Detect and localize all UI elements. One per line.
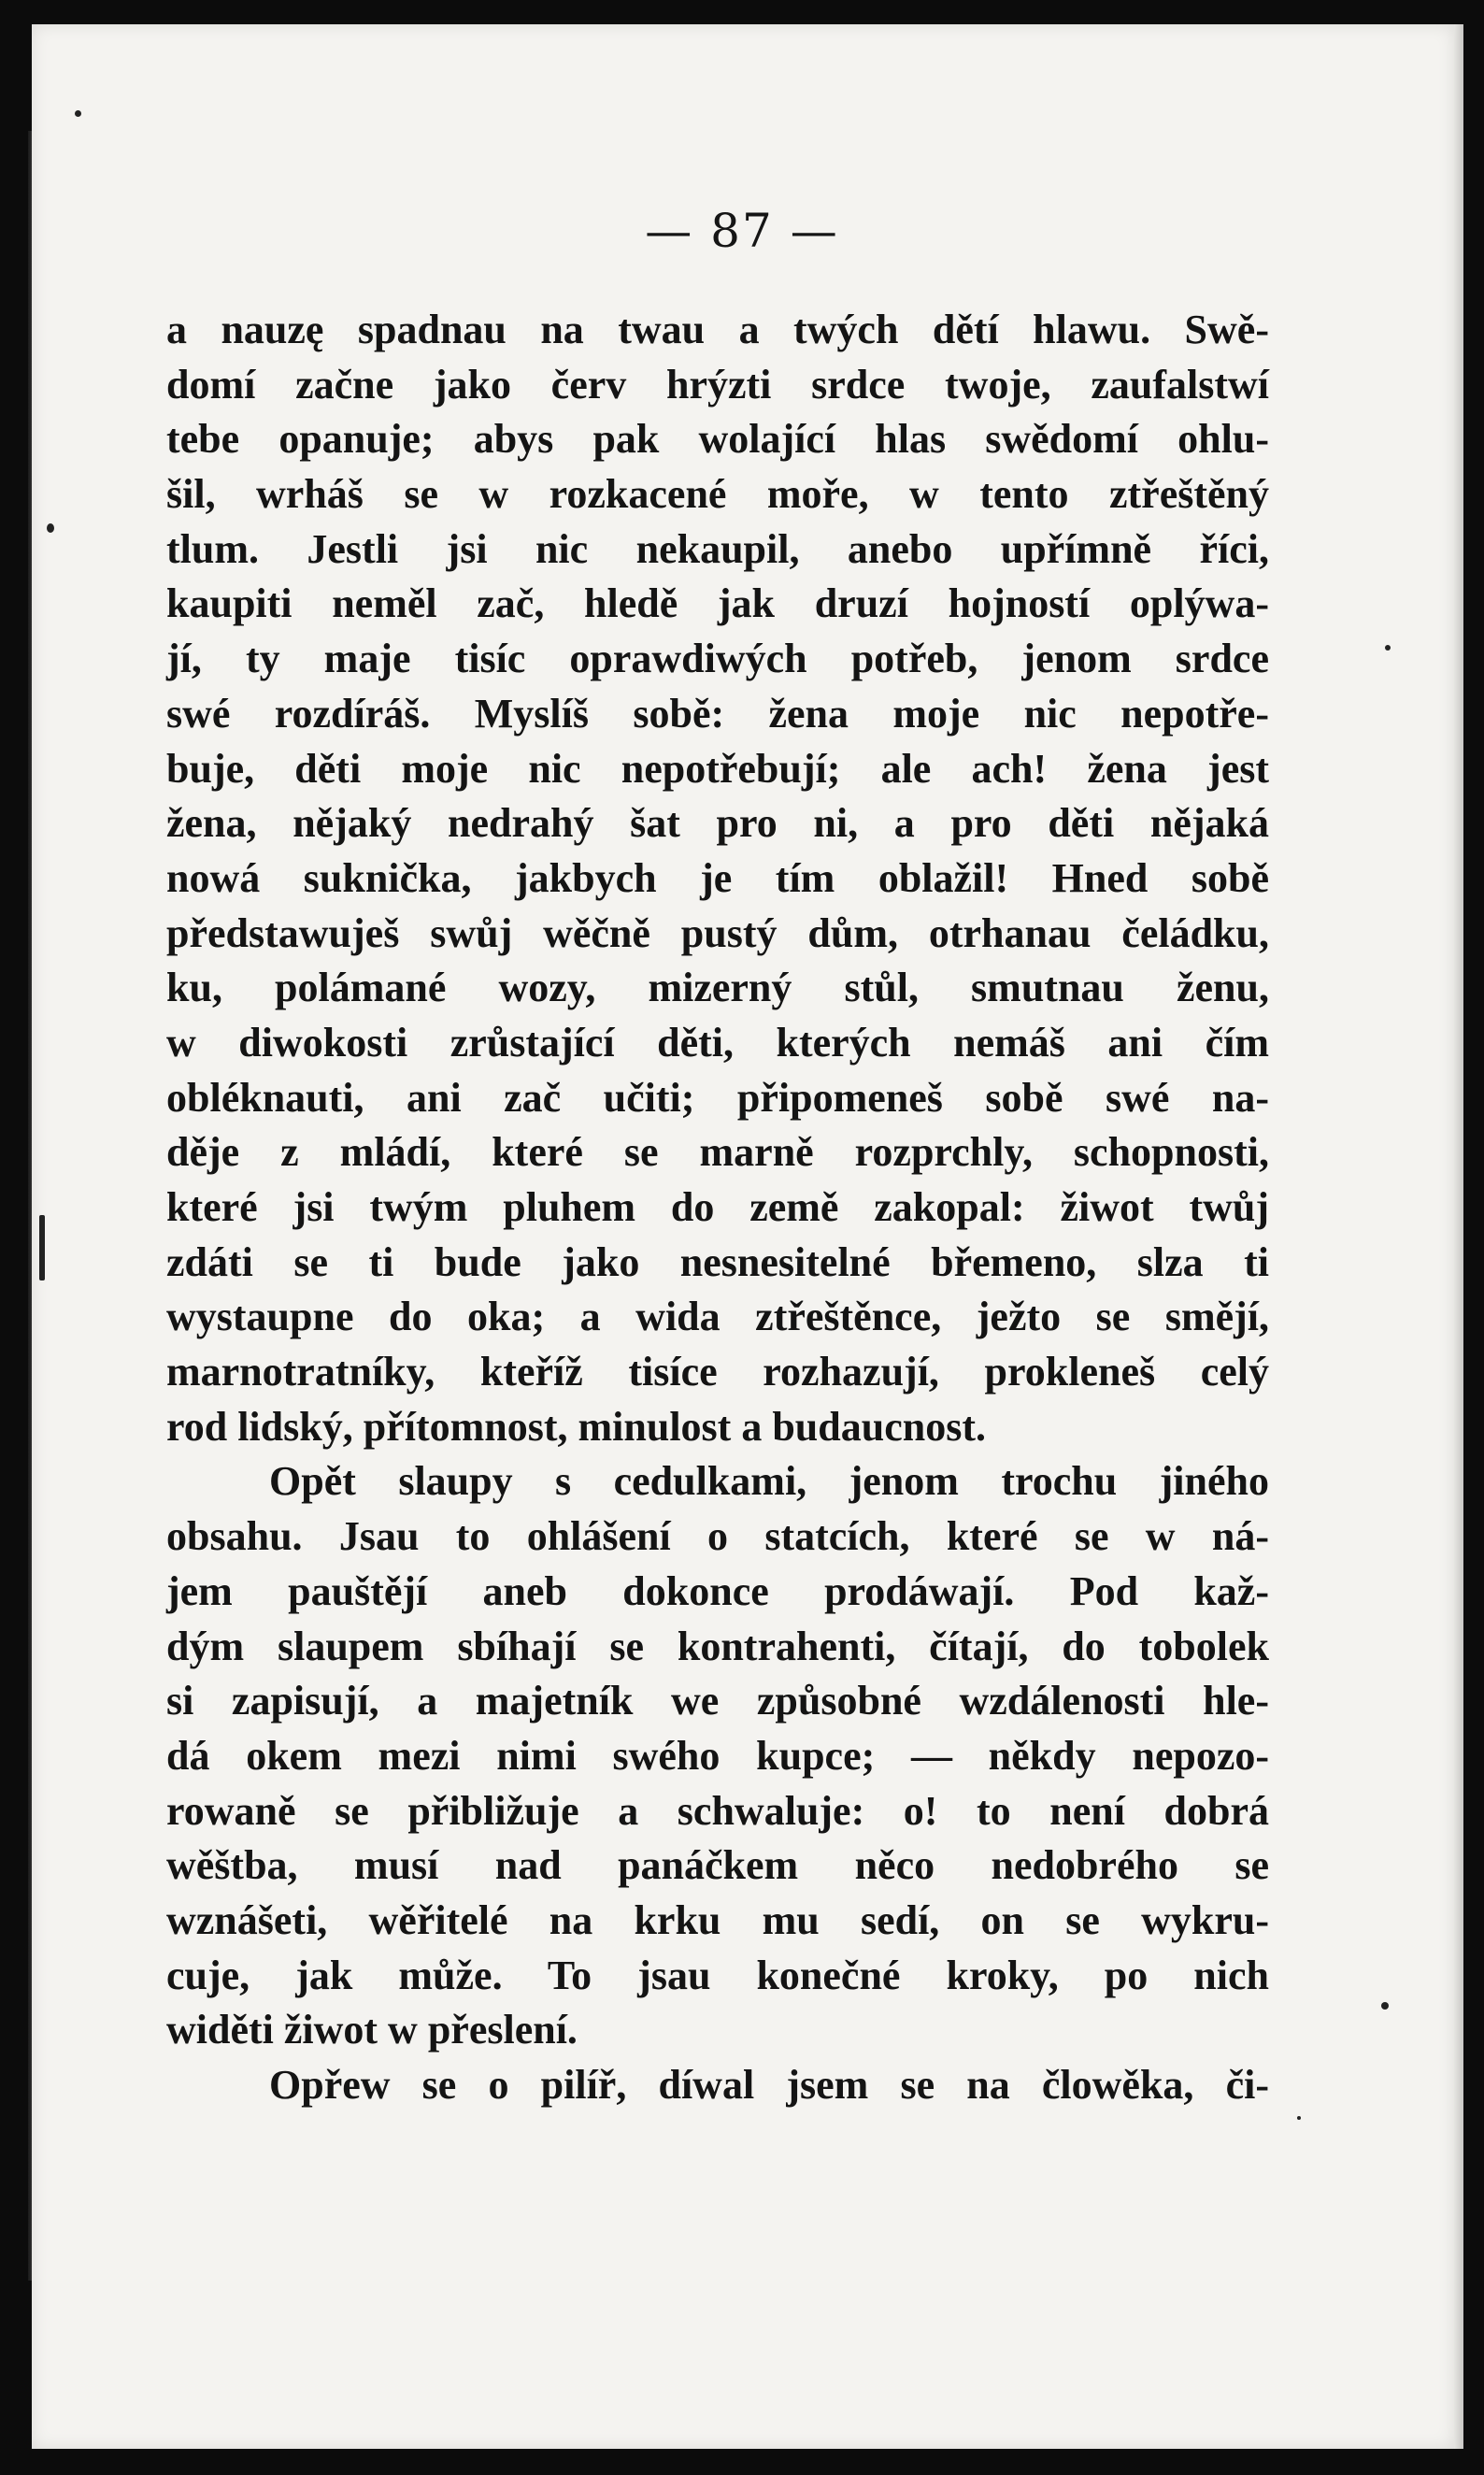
text-line: obléknauti, ani zač učiti; připomeneš sobě swé na- bbox=[166, 1074, 1269, 1121]
text-line: ku, polámané wozy, mizerný stůl, smutnau ženu, bbox=[166, 965, 1269, 1011]
text-line: dým slaupem sbíhají se kontrahenti, čítají, do tobolek bbox=[166, 1623, 1269, 1669]
text-line: swé rozdíráš. Myslíš sobě: žena moje nic nepotře- bbox=[166, 690, 1269, 737]
paragraph-start-line: Opět slaupy s cedulkami, jenom trochu jiného bbox=[269, 1458, 1269, 1505]
text-line: wystaupne do oka; a wida ztřeštěnce, ježto se smějí, bbox=[166, 1294, 1269, 1340]
page-number: — 87 — bbox=[645, 204, 839, 258]
text-line: buje, děti moje nic nepotřebují; ale ach! žena jest bbox=[166, 745, 1269, 792]
text-line: obsahu. Jsau to ohlášení o statcích, které se w ná- bbox=[166, 1513, 1269, 1560]
text-line: předstawuješ swůj wěčně pustý dům, otrhanau čeládku, bbox=[166, 909, 1269, 956]
text-line: marnotratníky, kteříž tisíce rozhazují, prokleneš celý bbox=[166, 1349, 1269, 1395]
text-line: šil, wrháš se w rozkacené moře, w tento ztřeštěný bbox=[166, 471, 1269, 518]
text-line: tlum. Jestli jsi nic nekaupil, anebo upřímně říci, bbox=[166, 525, 1269, 572]
text-line: kaupiti neměl zač, hledě jak druzí hojností oplýwa- bbox=[166, 580, 1269, 627]
scan-speck bbox=[1297, 2116, 1301, 2120]
scan-speck bbox=[47, 523, 54, 533]
scan-speck bbox=[75, 110, 81, 117]
body-text bbox=[166, 303, 1269, 2113]
text-line: žena, nějaký nedrahý šat pro ni, a pro děti nějaká bbox=[166, 800, 1269, 847]
page-edge bbox=[1454, 24, 1463, 2449]
text-line: domí začne jako červ hrýzti srdce twoje, zaufalstwí bbox=[166, 361, 1269, 408]
text-line: jí, ty maje tisíc oprawdiwých potřeb, jenom srdce bbox=[166, 636, 1269, 682]
text-line: nowá suknička, jakbych je tím oblažil! Hned sobě bbox=[166, 854, 1269, 901]
text-line: děje z mládí, které se marně rozprchly, schopnosti, bbox=[166, 1129, 1269, 1176]
text-line: wěštba, musí nad panáčkem něco nedobrého se bbox=[166, 1842, 1269, 1889]
paragraph-end-line: widěti žiwot w přeslení. bbox=[166, 2007, 578, 2053]
text-line: wznášeti, wěřitelé na krku mu sedí, on se wykru- bbox=[166, 1896, 1269, 1943]
paragraph-end-line: rod lidský, přítomnost, minulost a budaucnost. bbox=[166, 1403, 986, 1450]
text-line: tebe opanuje; abys pak wolající hlas swědomí ohlu- bbox=[166, 416, 1269, 463]
scan-speck bbox=[1381, 2002, 1389, 2010]
text-line: a nauzę spadnau na twau a twých dětí hlawu. Swě- bbox=[166, 307, 1269, 352]
text-line: zdáti se ti bude jako nesnesitelné břemeno, slza ti bbox=[166, 1238, 1269, 1285]
text-line: cuje, jak může. To jsau konečné kroky, po nich bbox=[166, 1952, 1269, 1998]
text-line: w diwokosti zrůstající děti, kterých nemáš ani čím bbox=[166, 1019, 1269, 1066]
scan-speck bbox=[39, 1215, 45, 1280]
text-line: jem pauštějí aneb dokonce prodáwají. Pod kaž- bbox=[166, 1567, 1269, 1614]
text-line: které jsi twým pluhem do země zakopal: žiwot twůj bbox=[166, 1184, 1269, 1230]
text-line: rowaně se přibližuje a schwaluje: o! to není dobrá bbox=[166, 1787, 1269, 1834]
scan-speck bbox=[1385, 645, 1391, 651]
paragraph-start-line: Opřew se o pilíř, díwal jsem se na člowěka, či- bbox=[269, 2062, 1269, 2108]
text-line: dá okem mezi nimi swého kupce; — někdy nepozo- bbox=[166, 1732, 1269, 1779]
text-line: si zapisují, a majetník we způsobné wzdálenosti hle- bbox=[166, 1678, 1269, 1724]
